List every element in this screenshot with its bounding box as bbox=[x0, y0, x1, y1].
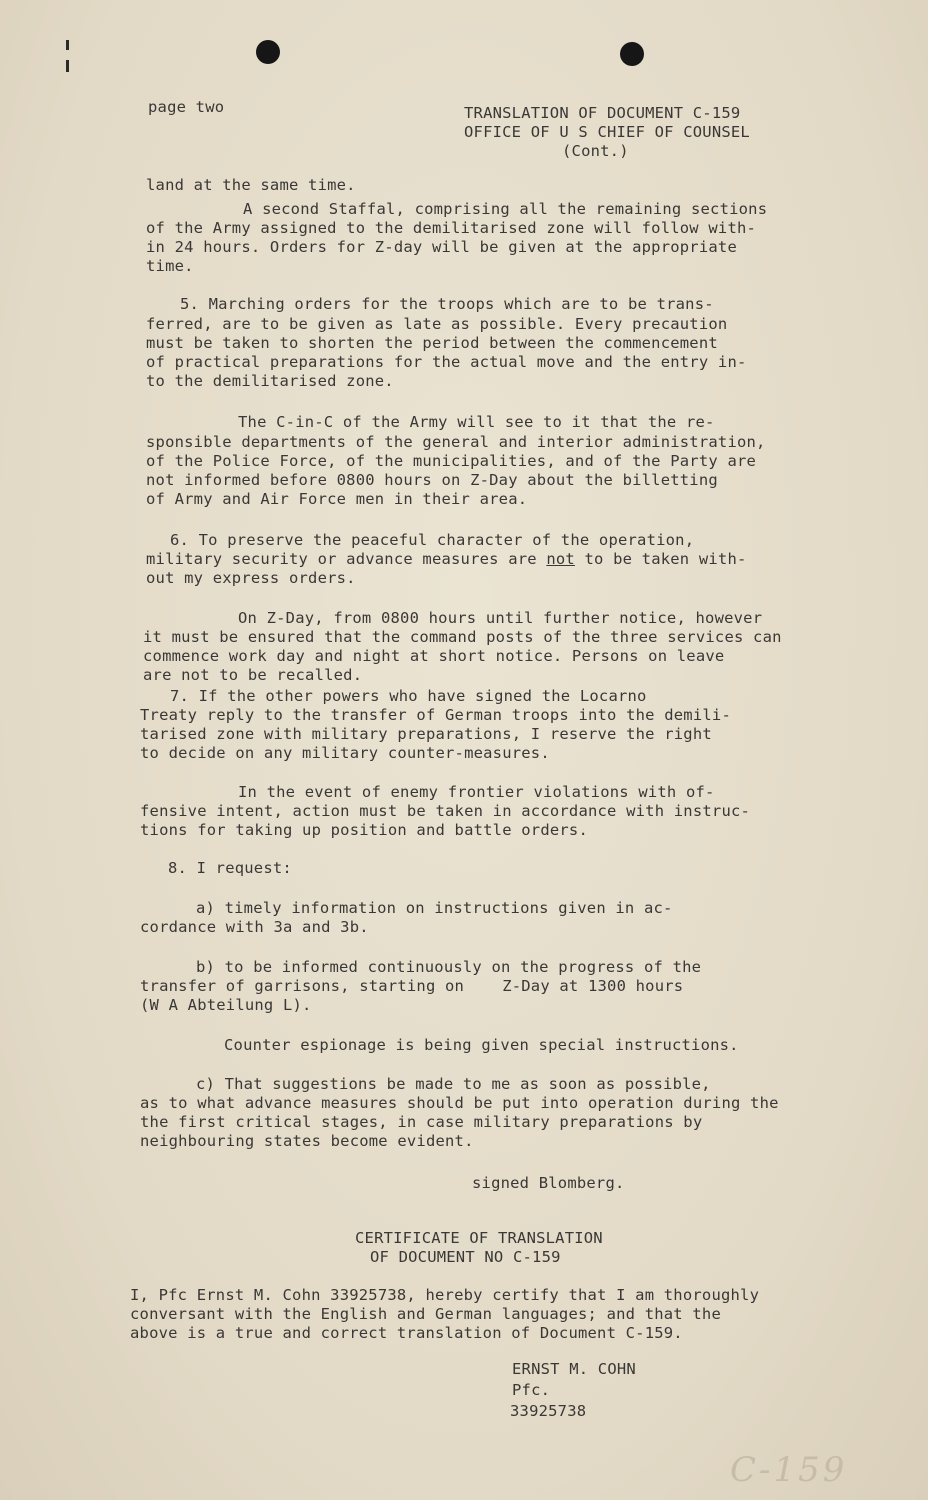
body-line: On Z-Day, from 0800 hours until further notice, however bbox=[238, 609, 763, 627]
punch-hole-right bbox=[620, 42, 644, 66]
body-line: it must be ensured that the command posts of the three services can bbox=[143, 628, 782, 646]
body-line: fensive intent, action must be taken in accordance with instruc- bbox=[140, 802, 751, 820]
certificate-text-line: I, Pfc Ernst M. Cohn 33925738, hereby certify that I am thoroughly bbox=[130, 1286, 760, 1304]
document-title-line-3: (Cont.) bbox=[562, 142, 629, 160]
signature-line: signed Blomberg. bbox=[472, 1174, 625, 1192]
document-title-line-1: TRANSLATION OF DOCUMENT C-159 bbox=[464, 104, 741, 122]
body-line: the first critical stages, in case military preparations by bbox=[140, 1113, 703, 1131]
certificate-title-line-2: OF DOCUMENT NO C-159 bbox=[370, 1248, 561, 1266]
body-line: (W A Abteilung L). bbox=[140, 996, 312, 1014]
body-line: 5. Marching orders for the troops which are to be trans- bbox=[180, 295, 714, 313]
body-line: Treaty reply to the transfer of German troops into the demili- bbox=[140, 706, 731, 724]
margin-mark bbox=[66, 40, 69, 50]
body-line: in 24 hours. Orders for Z-day will be given at the appropriate bbox=[146, 238, 737, 256]
certificate-text-line: above is a true and correct translation of Document C-159. bbox=[130, 1324, 683, 1342]
document-title-line-2: OFFICE OF U S CHIEF OF COUNSEL bbox=[464, 123, 750, 141]
body-line: The C-in-C of the Army will see to it that the re- bbox=[238, 413, 715, 431]
translator-name: ERNST M. COHN bbox=[512, 1360, 636, 1378]
body-line: to decide on any military counter-measures. bbox=[140, 744, 550, 762]
margin-mark bbox=[66, 60, 69, 72]
translator-serial: 33925738 bbox=[510, 1402, 587, 1420]
body-line: ferred, are to be given as late as possible. Every precaution bbox=[146, 315, 728, 333]
certificate-title-line-1: CERTIFICATE OF TRANSLATION bbox=[355, 1229, 603, 1247]
body-line: are not to be recalled. bbox=[143, 666, 363, 684]
body-line: of the Police Force, of the municipalities, and of the Party are bbox=[146, 452, 757, 470]
body-line: military security or advance measures are not to be taken with- bbox=[146, 550, 747, 568]
body-line: Counter espionage is being given special instructions. bbox=[224, 1036, 739, 1054]
translator-rank: Pfc. bbox=[512, 1381, 551, 1399]
body-line: b) to be informed continuously on the progress of the bbox=[196, 958, 702, 976]
body-line: time. bbox=[146, 257, 194, 275]
body-line: of Army and Air Force men in their area. bbox=[146, 490, 528, 508]
body-line: to the demilitarised zone. bbox=[146, 372, 394, 390]
body-line: tions for taking up position and battle orders. bbox=[140, 821, 588, 839]
body-line: must be taken to shorten the period between the commencement bbox=[146, 334, 718, 352]
body-line: not informed before 0800 hours on Z-Day about the billetting bbox=[146, 471, 718, 489]
body-line: cordance with 3a and 3b. bbox=[140, 918, 369, 936]
page-label: page two bbox=[148, 98, 225, 116]
body-line: c) That suggestions be made to me as soon as possible, bbox=[196, 1075, 711, 1093]
certificate-text-line: conversant with the English and German languages; and that the bbox=[130, 1305, 721, 1323]
handwritten-document-number: C-159 bbox=[730, 1450, 848, 1490]
body-line: of the Army assigned to the demilitarised zone will follow with- bbox=[146, 219, 757, 237]
body-line: commence work day and night at short notice. Persons on leave bbox=[143, 647, 725, 665]
body-line: out my express orders. bbox=[146, 569, 356, 587]
body-line: sponsible departments of the general and interior administration, bbox=[146, 433, 766, 451]
body-line: as to what advance measures should be put into operation during the bbox=[140, 1094, 779, 1112]
body-line: 8. I request: bbox=[168, 859, 292, 877]
body-line: 6. To preserve the peaceful character of the operation, bbox=[170, 531, 695, 549]
body-line: of practical preparations for the actual move and the entry in- bbox=[146, 353, 747, 371]
body-line: land at the same time. bbox=[146, 176, 356, 194]
body-line: transfer of garrisons, starting on Z-Day at 1300 hours bbox=[140, 977, 684, 995]
body-line: tarised zone with military preparations, I reserve the right bbox=[140, 725, 712, 743]
punch-hole-left bbox=[256, 40, 280, 64]
body-line: a) timely information on instructions given in ac- bbox=[196, 899, 673, 917]
body-line: A second Staffal, comprising all the remaining sections bbox=[243, 200, 768, 218]
body-line: neighbouring states become evident. bbox=[140, 1132, 474, 1150]
body-line: In the event of enemy frontier violations with of- bbox=[238, 783, 715, 801]
body-line: 7. If the other powers who have signed the Locarno bbox=[170, 687, 647, 705]
underlined-not: not bbox=[546, 550, 575, 568]
